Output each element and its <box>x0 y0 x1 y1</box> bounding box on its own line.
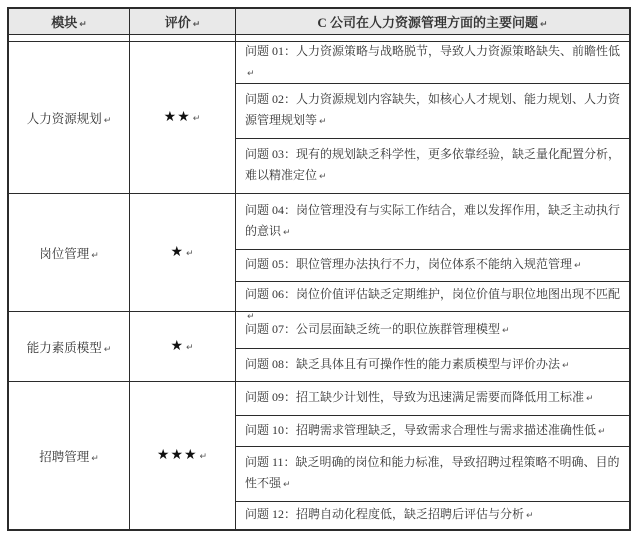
module-cell <box>9 194 130 311</box>
header-problems-label: C 公司在人力资源管理方面的主要问题 <box>317 15 539 30</box>
problem-item <box>236 139 629 193</box>
rating-cell <box>130 312 236 381</box>
module-name: 岗位管理 <box>39 246 90 261</box>
module-cell <box>9 382 130 529</box>
problem-text: 问题 10：招聘需求管理缺乏，导致需求合理性与需求描述准确性低 <box>245 422 597 437</box>
hr-problems-table <box>7 7 631 531</box>
problem-item <box>236 312 629 349</box>
paragraph-mark-icon: ↵ <box>186 343 195 353</box>
module-cell <box>9 312 130 381</box>
paragraph-mark-icon: ↵ <box>199 452 209 462</box>
problem-item <box>236 250 629 282</box>
table-header-row <box>9 9 629 35</box>
rating-cell <box>130 194 236 311</box>
module-name: 招聘管理 <box>39 449 90 464</box>
problem-item <box>236 502 629 529</box>
table-row-position-management <box>9 194 629 322</box>
problem-item <box>236 194 629 250</box>
problem-item <box>236 382 629 416</box>
paragraph-mark-icon: ↵ <box>103 115 112 126</box>
paragraph-mark-icon: ↵ <box>502 325 510 336</box>
problem-text: 问题 02：人力资源规划内容缺失，如核心人才规划、能力规划、人力资源管理规划等 <box>245 92 621 127</box>
problem-item <box>236 42 629 84</box>
paragraph-mark-icon: ↵ <box>247 68 255 79</box>
module-name: 能力素质模型 <box>26 340 102 355</box>
problem-item <box>236 447 629 502</box>
table-row-recruitment-management <box>9 382 629 529</box>
problem-text: 问题 01：人力资源策略与战略脱节，导致人力资源策略缺失、前瞻性低 <box>245 43 621 58</box>
problem-text: 问题 06：岗位价值评估缺乏定期维护，岗位价值与职位地图出现不匹配 <box>245 287 621 301</box>
paragraph-mark-icon: ↵ <box>319 117 327 127</box>
problem-item <box>236 84 629 139</box>
paragraph-mark-icon: ↵ <box>103 344 112 355</box>
spacer-cell <box>130 35 236 41</box>
star-rating: ★★ <box>163 110 191 125</box>
star-rating: ★★★ <box>156 448 198 463</box>
module-cell <box>9 42 130 193</box>
paragraph-mark-icon: ↵ <box>79 20 87 30</box>
problem-text: 问题 11：缺乏明确的岗位和能力标准，导致招聘过程策略不明确、目的性不强 <box>245 455 620 490</box>
problem-text: 问题 05：职位管理办法执行不力，岗位体系不能纳入规范管理 <box>245 257 573 271</box>
paragraph-mark-icon: ↵ <box>186 249 195 259</box>
problem-item <box>236 416 629 447</box>
module-name: 人力资源规划 <box>26 111 102 126</box>
star-rating: ★ <box>170 245 184 260</box>
paragraph-mark-icon: ↵ <box>192 114 202 124</box>
star-rating: ★ <box>170 339 184 354</box>
header-problems <box>236 9 629 34</box>
table-row-competency-model <box>9 312 629 382</box>
problem-text: 问题 12：招聘自动化程度低，缺乏招聘后评估与分析 <box>245 507 525 521</box>
paragraph-mark-icon: ↵ <box>283 227 291 238</box>
problem-text: 问题 09：招工缺少计划性，导致为迅速满足需要而降低用工标准 <box>245 390 585 404</box>
paragraph-mark-icon: ↵ <box>526 511 534 521</box>
problem-text: 问题 04：岗位管理没有与实际工作结合，难以发挥作用，缺乏主动执行的意识 <box>245 202 621 238</box>
table-row-hr-planning <box>9 42 629 194</box>
paragraph-mark-icon: ↵ <box>598 426 606 437</box>
paragraph-mark-icon: ↵ <box>192 20 201 30</box>
paragraph-mark-icon: ↵ <box>91 453 99 464</box>
paragraph-mark-icon: ↵ <box>574 261 582 271</box>
problem-text: 问题 03：现有的规划缺乏科学性，更多依靠经验，缺乏量化配置分析，难以精准定位 <box>245 147 621 182</box>
problem-text: 问题 08：缺乏具体且有可操作性的能力素质模型与评价办法 <box>245 356 561 371</box>
header-module-label: 模块 <box>51 15 78 30</box>
paragraph-mark-icon: ↵ <box>586 394 594 404</box>
header-module <box>9 9 130 34</box>
paragraph-mark-icon: ↵ <box>319 172 327 182</box>
paragraph-mark-icon: ↵ <box>562 360 570 371</box>
problem-text: 问题 07：公司层面缺乏统一的职位族群管理模型 <box>245 321 501 336</box>
rating-cell <box>130 42 236 193</box>
rating-cell <box>130 382 236 529</box>
problem-item <box>236 349 629 381</box>
paragraph-mark-icon: ↵ <box>91 250 99 261</box>
paragraph-mark-icon: ↵ <box>540 20 548 30</box>
header-rating <box>130 9 236 34</box>
spacer-cell <box>9 35 130 41</box>
header-rating-label: 评价 <box>164 15 191 30</box>
paragraph-mark-icon: ↵ <box>283 480 291 490</box>
paragraph-mark-icon: ↵ <box>247 312 255 322</box>
